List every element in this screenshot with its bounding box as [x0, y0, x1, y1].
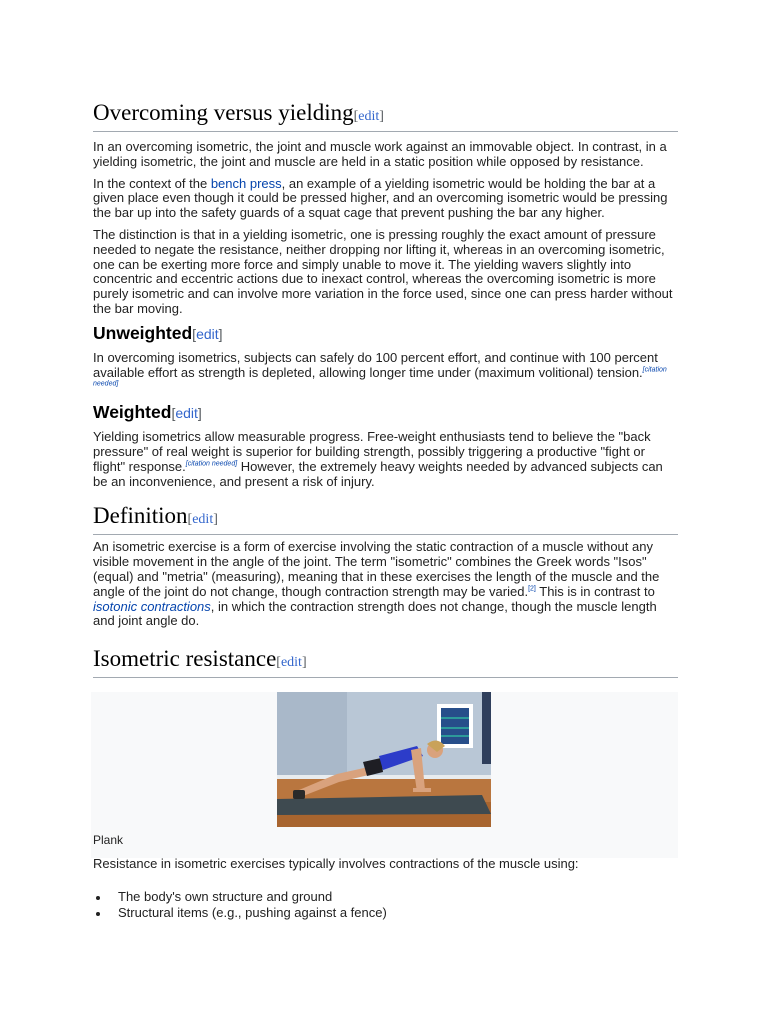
edit-section: [edit]	[171, 405, 202, 422]
text-run: , in which the contraction strength does not change, though the muscle length and joint angle do.	[93, 598, 657, 629]
edit-section: [edit]	[276, 655, 307, 671]
edit-link[interactable]: edit	[175, 405, 198, 422]
text-run: Yielding isometrics allow measurable progress. Free-weight enthusiasts tend to believe the "back pressure" of real weight is superior for building strength, possibly triggering a productive "fight or flight" response.	[93, 429, 651, 474]
text-run: An isometric exercise is a form of exercise involving the static contraction of a muscle without any visible movement in the angle of the joint. The term "isometric" combines the Greek words "Isos" (equal) and "metria" (measuring), meaning that in these exercises the length of the muscle and the angle of the joint do not change, though contraction strength may be varied.	[93, 539, 660, 599]
text-run: In overcoming isometrics, subjects can safely do 100 percent effort, and continue with 100 percent available effort as strength is depleted, allowing longer time under (maximum volitional) tension.	[93, 349, 658, 380]
heading-text: Isometric resistance	[93, 646, 277, 672]
paragraph	[93, 351, 678, 395]
edit-section: [edit]	[187, 512, 218, 528]
paragraph: In an overcoming isometric, the joint and muscle work against an immovable object. In contrast, in a yielding isometric, the joint and muscle are held in a static position while opposed by resistance.	[93, 139, 667, 169]
edit-link[interactable]: edit	[358, 109, 380, 124]
citation-needed-link[interactable]: [citation needed]	[93, 366, 667, 389]
plank-photo-drawing	[277, 692, 491, 827]
heading-weighted	[93, 401, 678, 424]
text-run: This is in contrast to	[535, 583, 655, 599]
citation-needed	[186, 460, 237, 467]
heading-definition	[93, 503, 678, 535]
paragraph: The distinction is that in a yielding isometric, one is pressing roughly the exact amount of pressure needed to negate the resistance, neither dropping nor lifting it, whereas in an overcoming isometric, one can be exerting more force and simply unable to move it. The yielding wavers slightly into concentric and eccentric actions due to inexact control, whereas the overcoming isometric is more purely isometric and can involve more variation in the force used, since one can press harder without the bar moving.	[93, 226, 673, 316]
paragraph	[93, 540, 678, 629]
paragraph	[93, 177, 678, 221]
list-item: The body's own structure and ground	[93, 889, 678, 905]
heading-isometric-resistance	[93, 646, 678, 678]
bench-press-link[interactable]: bench press	[210, 175, 282, 191]
paragraph: Resistance in isometric exercises typically involves contractions of the muscle using:	[93, 856, 579, 871]
edit-link[interactable]: edit	[192, 512, 214, 528]
isotonic-contractions-link[interactable]: isotonic contractions	[93, 598, 211, 614]
text-run: However, the extremely heavy weights needed by advanced subjects can be an inconvenience, and present a risk of injury.	[93, 458, 663, 489]
paragraph	[93, 430, 678, 489]
text-run: In the context of the	[93, 175, 211, 191]
image-caption: Plank	[93, 833, 124, 847]
heading-overcoming-versus-yielding	[93, 100, 678, 132]
edit-link[interactable]: edit	[196, 325, 219, 342]
heading-unweighted	[93, 322, 678, 345]
reference-link[interactable]: [2]	[528, 585, 536, 593]
plank-figure	[91, 692, 678, 858]
edit-section: [edit]	[192, 325, 223, 342]
article-body	[93, 100, 678, 678]
text-run: , an example of a yielding isometric would be holding the bar at a given place even though it could be pressed higher, and an overcoming isometric would be pressing the bar up into the safety guards of a squat cage that prevent pushing the bar any higher.	[93, 175, 668, 221]
heading-text: Overcoming versus yielding	[93, 100, 354, 125]
resistance-content	[93, 857, 678, 921]
edit-link[interactable]: edit	[280, 655, 302, 671]
reference	[528, 585, 536, 592]
heading-text: Unweighted	[93, 322, 193, 343]
plank-image[interactable]	[277, 692, 491, 827]
list-item: Structural items (e.g., pushing against a fence)	[93, 905, 678, 921]
resistance-list	[93, 889, 678, 921]
edit-section: [edit]	[353, 109, 384, 124]
citation-needed-link[interactable]: [citation needed]	[185, 460, 238, 468]
heading-text: Weighted	[93, 402, 172, 423]
heading-text: Definition	[93, 503, 188, 529]
